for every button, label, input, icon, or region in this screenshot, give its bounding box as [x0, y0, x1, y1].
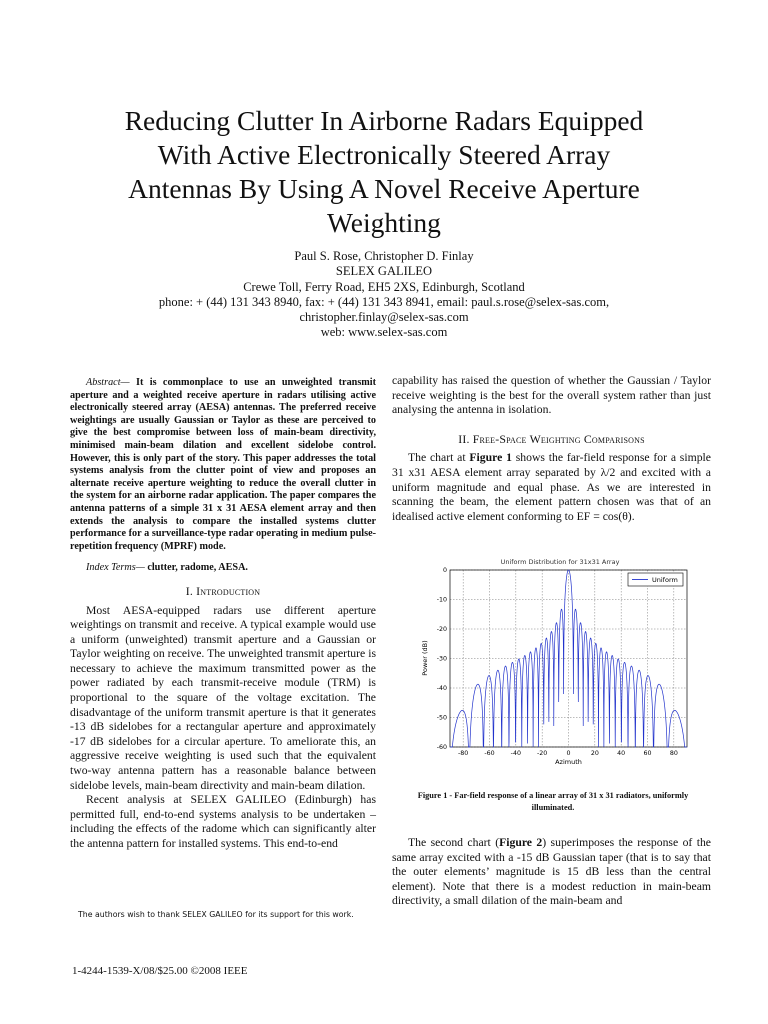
- paper-title: [60, 104, 708, 240]
- y-tick-label: -30: [436, 655, 447, 663]
- text: The second chart (: [408, 836, 500, 849]
- y-tick-label: -20: [436, 626, 447, 634]
- text: The chart at: [408, 451, 470, 465]
- paragraph: [392, 451, 711, 524]
- paragraph: Recent analysis at SELEX GALILEO (Edinburgh) has permitted full, end-to-end systems analysis to be undertaken – including the effects of the radome which can significantly alter the antenna pattern for installed systems. This end-to-end: [70, 793, 376, 850]
- figure-1-chart: [400, 552, 700, 767]
- contact-email: christopher.finlay@selex-sas.com: [299, 310, 469, 325]
- index-terms: [70, 562, 376, 575]
- contact-line: phone: + (44) 131 343 8940, fax: + (44) 131 343 8941, email: paul.s.rose@selex-sas.com,: [158, 294, 610, 309]
- address: Crewe Toll, Ferry Road, EH5 2XS, Edinburgh, Scotland: [243, 279, 525, 294]
- x-tick-label: 80: [669, 750, 678, 757]
- right-column-lower: [392, 836, 711, 909]
- x-axis-label: Azimuth: [555, 758, 582, 766]
- legend: [628, 573, 683, 586]
- abstract-text: It is commonplace to use an unweighted transmit aperture and a weighted receive aperture in radars utilising active electronically steered array (AESA) antennas. The preferred receive weightings are usually Gaussian or Taylor as these are perceived to give the best compromise between loss of main-beam directivity, minimised main-beam dilation and excellent sidelobe control. However, this is only part of the story. This paper addresses the total systems analysis from the clutter point of view and proposes an alternate receive aperture weighting to reduce the overall clutter in the system for an airborne radar application. The paper compares the antenna patterns of a simple 31 x 31 AESA element array and then extends the analysis to compare the installed systems clutter performance for a surveillance-type radar operating in medium pulse-repetition frequency (MPRF) mode.: [70, 377, 377, 552]
- section-heading: I. Introduction: [185, 583, 261, 598]
- section-heading: II. Free-Space Weighting Comparisons: [458, 431, 645, 446]
- title-line: Antennas By Using A Novel Receive Aperture: [128, 173, 640, 204]
- x-tick-label: 20: [590, 750, 599, 757]
- y-axis-label: Power (dB): [421, 640, 429, 676]
- x-tick-label: 40: [617, 750, 626, 757]
- y-tick-label: -10: [436, 596, 447, 604]
- paragraph: capability has raised the question of whether the Gaussian / Taylor receive weighting is the best for the overall system rather than just analysing the antenna in isolation.: [392, 374, 711, 417]
- footnote: The authors wish to thank SELEX GALILEO for its support for this work.: [78, 910, 354, 919]
- y-tick-label: -40: [436, 685, 447, 693]
- x-tick-label: -20: [537, 750, 548, 757]
- paragraph: [392, 836, 711, 909]
- y-tick-label: -50: [436, 714, 447, 722]
- x-tick-label: 60: [643, 750, 652, 757]
- index-terms-label: Index Terms—: [86, 562, 145, 574]
- x-tick-label: -60: [484, 750, 495, 757]
- abstract: [70, 377, 376, 553]
- legend-label: Uniform: [652, 576, 678, 584]
- website: web: www.selex-sas.com: [320, 325, 448, 340]
- x-tick-label: -80: [458, 750, 469, 757]
- author-names: Paul S. Rose, Christopher D. Finlay: [294, 249, 474, 263]
- abstract-label: Abstract—: [86, 377, 130, 388]
- right-column: [392, 374, 711, 524]
- y-tick-label: 0: [442, 567, 447, 575]
- x-tick-label: 0: [566, 750, 571, 757]
- author-block: [0, 249, 768, 341]
- figure-caption: Figure 1 - Far-field response of a linear array of 31 x 31 radiators, uniformly illuminated.: [417, 791, 689, 812]
- index-terms-text: clutter, radome, AESA.: [147, 562, 248, 574]
- y-tick-label: -60: [436, 744, 447, 752]
- paragraph: Most AESA-equipped radars use different aperture weightings on transmit and receive. A typical example would use a uniform (unweighted) transmit aperture and a Gaussian or Taylor weighting on receive. The unweighted transmit aperture is necessary to achieve the maximum transmitted power as the power radiated by each transmit-receive module (TRM) is proportional to the square of the voltage excitation. The disadvantage of the uniform transmit aperture is that it generates -13 dB sidelobes for a rectangular aperture and approximately -17 dB sidelobes for a circular aperture. To ameliorate this, an aggressive receive weighting is used such that the equivalent two-way antenna pattern has a reasonable balance between sidelobe levels, main-beam directivity and main-beam dilation.: [70, 603, 376, 792]
- title-line: Reducing Clutter In Airborne Radars Equipped: [124, 105, 644, 136]
- copyright-footer: 1-4244-1539-X/08/$25.00 ©2008 IEEE: [72, 965, 248, 977]
- left-column: [70, 377, 376, 852]
- title-line: With Active Electronically Steered Array: [157, 139, 611, 170]
- x-tick-label: -40: [510, 750, 521, 757]
- chart-title: Uniform Distribution for 31x31 Array: [500, 558, 620, 566]
- figure-reference: Figure 2: [499, 836, 543, 849]
- title-line: Weighting: [327, 207, 441, 238]
- text: ) superimposes the response of the same array excited with a -15 dB Gaussian taper (that is to say that the outer elements’ magnitude is 15 dB less than the central element). Note that there is a modest reduction in main-beam directivity, a small dilation of the main-beam and: [392, 836, 711, 908]
- figure-reference: Figure 1: [469, 451, 512, 465]
- affiliation: SELEX GALILEO: [335, 264, 433, 279]
- text: shows the far-field response for a simple 31 x31 AESA element array separated by λ/2 and excited with a uniform magnitude and equal phase. As we are interested in scanning the beam, the element pattern chosen was that of an idealised active element conforming to EF = cos(θ).: [392, 451, 711, 523]
